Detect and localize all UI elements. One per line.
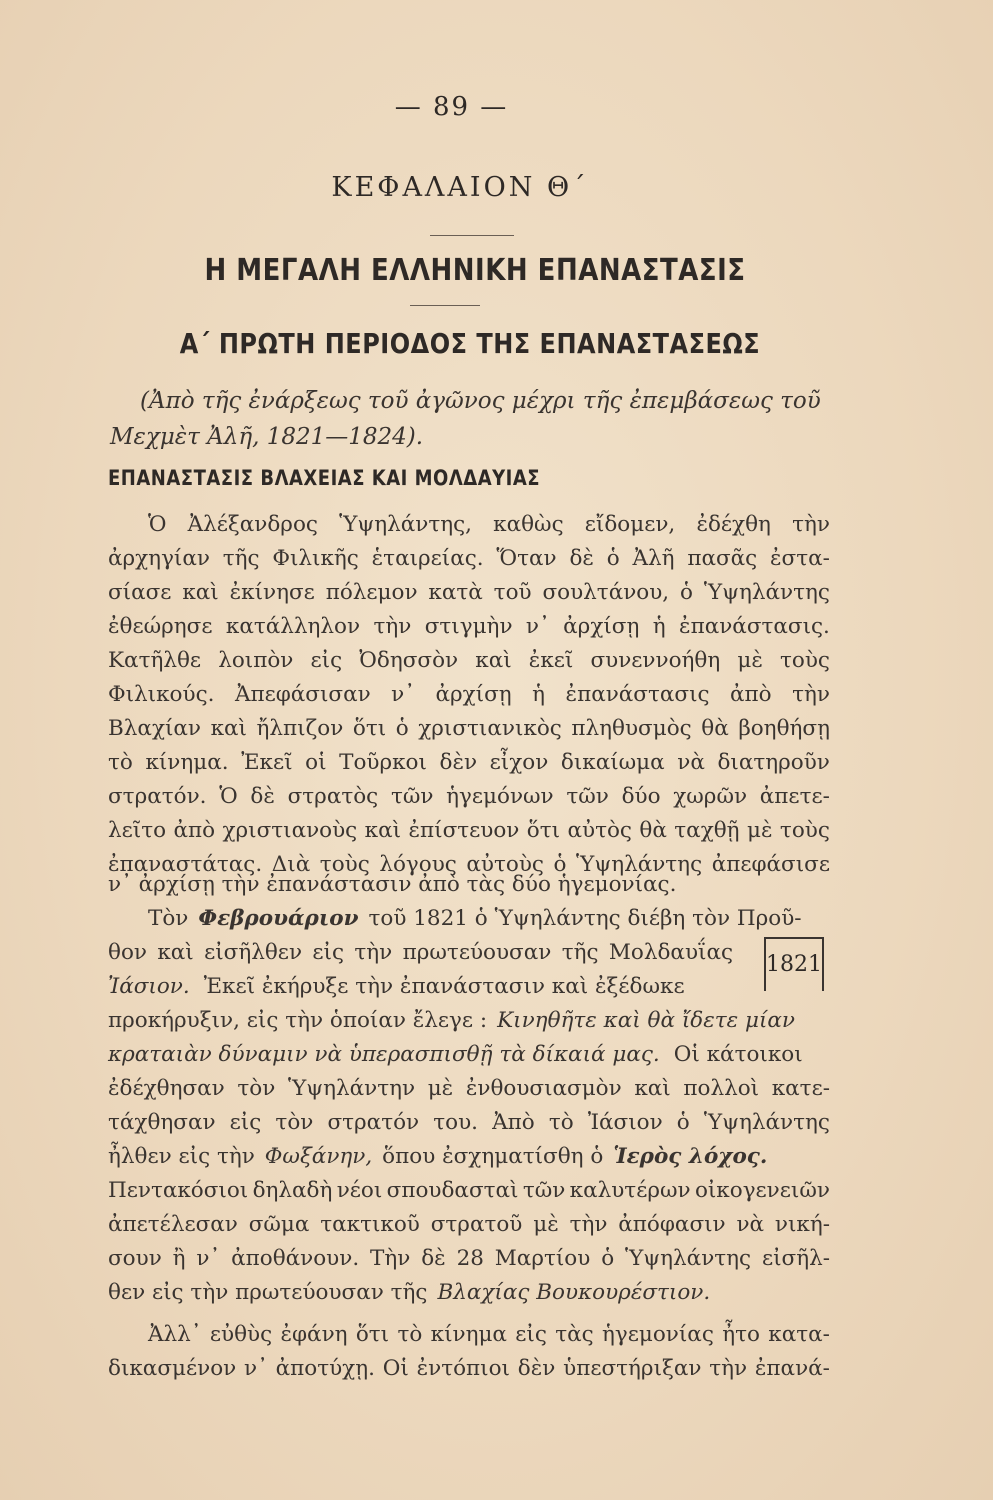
word: ν᾿ <box>244 1356 268 1381</box>
word: ἦτο <box>722 1322 760 1347</box>
word: ἐντόπιοι <box>416 1356 510 1381</box>
word: ἀπὸ <box>173 818 216 843</box>
text-span: ἦλθεν εἰς τὴν <box>108 1144 255 1169</box>
word: ὁ <box>601 1246 615 1271</box>
section-heading: ΕΠΑΝΑΣΤΑΣΙΣ ΒΛΑΧΕΙΑΣ ΚΑΙ ΜΟΛΔΑΥΙΑΣ <box>108 465 541 492</box>
word: Ἀλέξανδρος <box>187 512 318 537</box>
word: ἐνθουσιασμὸν <box>465 1076 622 1101</box>
text-line <box>148 1318 830 1352</box>
word: βοηθήσῃ <box>738 716 830 741</box>
word: Οἱ <box>382 1356 409 1381</box>
word: ἐφάνη <box>280 1322 348 1347</box>
word: δικασμένον <box>108 1356 237 1381</box>
text-span: ὅπου ἐσχηματίσθη ὁ <box>382 1144 604 1169</box>
word: τὸν <box>237 1076 276 1101</box>
word: οἱ <box>305 750 327 775</box>
word: Ἀπεφάσισαν <box>234 682 371 707</box>
text-line <box>148 902 830 936</box>
word: πασᾶς <box>687 546 758 571</box>
word: χριστιανικὸς <box>418 716 562 741</box>
word: του. <box>433 1110 478 1135</box>
word: τοῦ <box>493 580 532 605</box>
word: λοιπὸν <box>218 648 294 673</box>
emphasis-text: Φωξάνην, <box>264 1144 373 1169</box>
word: τὴν <box>569 1212 608 1237</box>
word: σουν <box>108 1246 162 1271</box>
word: Τοῦρκοι <box>339 750 427 775</box>
word: ἡγεμονίας <box>602 1322 714 1347</box>
word: θὰ <box>639 818 667 843</box>
text-span: Τὸν <box>148 906 189 931</box>
text-line <box>108 542 830 576</box>
word: Ὑψηλάντης <box>703 1110 830 1135</box>
word: Πεντακόσιοι <box>108 1178 249 1203</box>
text-line <box>108 780 830 814</box>
page-title: Η ΜΕΓΑΛΗ ΕΛΛΗΝΙΚΗ ΕΠΑΝΑΣΤΑΣΙΣ <box>204 253 746 289</box>
word: πολλοὶ <box>683 1076 760 1101</box>
word: ν᾿ <box>391 682 415 707</box>
word: δὲν <box>517 1356 556 1381</box>
word: τῆς <box>561 940 599 965</box>
word: χωρῶν <box>673 784 748 809</box>
word: Ὑψηλάντην <box>287 1076 416 1101</box>
word: σῶμα <box>248 1212 310 1237</box>
word: εἴδομεν, <box>584 512 676 537</box>
word: κατὰ <box>428 580 483 605</box>
text-line <box>108 814 830 848</box>
word: 28 <box>456 1246 484 1271</box>
word: τὴν <box>792 512 830 537</box>
text-line <box>108 936 733 970</box>
text-span: προκήρυξιν, εἰς τὴν ὁποίαν ἔλεγε : <box>108 1008 488 1033</box>
word: ἤλπιζον <box>256 716 344 741</box>
word: ἀρχηγίαν <box>108 546 210 571</box>
word: Ὁ <box>219 784 238 809</box>
word: σίασε <box>108 580 172 605</box>
word: ἀποτύχῃ. <box>275 1356 375 1381</box>
word: θον <box>108 940 147 965</box>
word: ἡ <box>652 614 666 639</box>
word: νική- <box>774 1212 830 1237</box>
word: Διὰ <box>271 852 311 877</box>
word: τὴν <box>792 682 830 707</box>
text-span: θεν εἰς τὴν πρωτεύουσαν τῆς <box>108 1280 428 1305</box>
subtitle-line: (Ἀπὸ τῆς ἐνάρξεως τοῦ ἀγῶνος μέχρι τῆς ἐπεμβάσεως τοῦ <box>140 388 821 414</box>
text-line <box>108 1242 830 1276</box>
word: Ὁ <box>148 512 167 537</box>
text-line <box>108 1038 830 1072</box>
word: μὲ <box>746 818 773 843</box>
word: πόλεμον <box>325 580 418 605</box>
word: οἰκογενειῶν <box>694 1178 830 1203</box>
text-line <box>108 1352 830 1386</box>
word: καὶ <box>364 818 402 843</box>
word: Ἀπὸ <box>492 1110 535 1135</box>
word: χριστιανοὺς <box>222 818 358 843</box>
word: δὲ <box>250 784 275 809</box>
word: τοὺς <box>319 852 370 877</box>
word: τὴν <box>354 940 393 965</box>
word: Μαρτίου <box>494 1246 591 1271</box>
word: ταχθῇ <box>674 818 740 843</box>
word: κατα- <box>768 1322 830 1347</box>
word: κίνημα <box>430 1322 507 1347</box>
word: Ἀλλ᾿ <box>148 1322 202 1347</box>
word: τοὺς <box>780 648 830 673</box>
word: ἐκίνησε <box>229 580 315 605</box>
divider-rule <box>410 305 480 306</box>
word: θὰ <box>701 716 729 741</box>
word: Φιλικῆς <box>272 546 359 571</box>
word: ἐπανάστασις <box>565 682 710 707</box>
word: μὲ <box>737 648 763 673</box>
word: ἡ <box>532 682 546 707</box>
word: Φιλικούς. <box>108 682 215 707</box>
emphasis-text: Φεβρουάριον <box>198 906 359 931</box>
word: εἰς <box>229 1110 262 1135</box>
text-line: ν᾿ ἀρχίσῃ τὴν ἐπανάστασιν ἀπὸ τὰς δύο ἡγεμονίας. <box>108 872 677 897</box>
word: Ὅταν <box>496 546 557 571</box>
word: ἢ <box>172 1246 186 1271</box>
word: ἑταιρείας. <box>371 546 484 571</box>
emphasis-text: Ἱερὸς λόχος. <box>613 1144 768 1169</box>
word: κίνημα. <box>145 750 229 775</box>
word: εὐθὺς <box>209 1322 273 1347</box>
word: Ἀλῆ <box>632 546 675 571</box>
word: ὁ <box>606 546 620 571</box>
word: ἀπετε- <box>759 784 830 809</box>
word: τάχθησαν <box>108 1110 216 1135</box>
word: ν᾿ <box>196 1246 221 1271</box>
text-span: τοῦ 1821 ὁ Ὑψηλάντης διέβη τὸν Προῦ- <box>368 906 802 931</box>
word: ἀπεφάσισε <box>711 852 830 877</box>
word: τακτικοῦ <box>320 1212 420 1237</box>
word: ὅτι <box>355 1322 390 1347</box>
word: αὐτοὺς <box>466 852 544 877</box>
word: καὶ <box>157 940 194 965</box>
word: καὶ <box>210 716 247 741</box>
word: ὅτι <box>526 818 561 843</box>
word: Μολδαυΐας <box>608 940 733 965</box>
word: ὑπεστήριξαν <box>563 1356 702 1381</box>
word: Ὑψηλάντης <box>576 852 703 877</box>
word: ἐπίστευον <box>408 818 520 843</box>
emphasis-text: Κινηθῆτε καὶ θὰ ἴδετε μίαν <box>497 1008 796 1033</box>
word: πληθυσμὸς <box>571 716 692 741</box>
text-line <box>108 712 830 746</box>
word: καὶ <box>634 1076 671 1101</box>
text-line <box>108 576 830 610</box>
word: Ἰάσιον <box>587 1110 663 1135</box>
word: ἐκεῖ <box>528 648 574 673</box>
divider-rule <box>430 235 514 236</box>
word: στρατὸς <box>287 784 379 809</box>
emphasis-text: κραταιὰν δύναμιν νὰ ὑπερασπισθῇ τὰ δίκαιά μας. <box>108 1042 660 1067</box>
word: εἰς <box>312 940 345 965</box>
word: μὲ <box>427 1076 454 1101</box>
word: σουλτάνου, <box>542 580 670 605</box>
text-line <box>108 610 830 644</box>
word: δύο <box>621 784 661 809</box>
word: καλυτέρων <box>569 1178 691 1203</box>
word: νὰ <box>677 750 705 775</box>
word: κατάλληλον <box>225 614 361 639</box>
word: ὁ <box>395 716 409 741</box>
word: εἰς <box>310 648 343 673</box>
word: εἶχον <box>489 750 549 775</box>
word: καὶ <box>182 580 219 605</box>
word: ὅτι <box>352 716 387 741</box>
section-title: Α΄ ΠΡΩΤΗ ΠΕΡΙΟΔΟΣ ΤΗΣ ΕΠΑΝΑΣΤΑΣΕΩΣ <box>179 327 761 361</box>
word: ἡγεμόνων <box>446 784 554 809</box>
word: στρατόν <box>327 1110 420 1135</box>
word: τὸ <box>397 1322 423 1347</box>
word: εἰσῆλθεν <box>204 940 303 965</box>
word: Τὴν <box>370 1246 411 1271</box>
word: Ὀδησσὸν <box>359 648 459 673</box>
subtitle-line: Μεχμὲτ Ἀλῆ, 1821—1824). <box>110 424 424 450</box>
word: ν᾿ <box>525 614 550 639</box>
word: τὰς <box>555 1322 594 1347</box>
word: ἀπόφασιν <box>618 1212 726 1237</box>
word: διατηροῦν <box>717 750 830 775</box>
word: καὶ <box>475 648 512 673</box>
word: τῆς <box>222 546 260 571</box>
word: στρατοῦ <box>430 1212 523 1237</box>
text-line <box>108 746 830 780</box>
word: Ὑψηλάντης <box>703 580 830 605</box>
word: ἀρχίσῃ <box>563 614 640 639</box>
chapter-heading: ΚΕΦΑΛΑΙΟΝ Θ΄ <box>331 172 589 203</box>
text-line <box>148 508 830 542</box>
word: λεῖτο <box>108 818 167 843</box>
word: ἐθεώρησε <box>108 614 213 639</box>
text-line <box>108 1208 830 1242</box>
word: τῶν <box>390 784 434 809</box>
word: καθὼς <box>493 512 564 537</box>
word: λόγους <box>379 852 457 877</box>
word: τὴν <box>709 1356 748 1381</box>
word: ἐδέχθη <box>696 512 771 537</box>
word: τὸν <box>275 1110 314 1135</box>
word: τῶν <box>566 784 609 809</box>
word: Βλαχίαν <box>108 716 201 741</box>
text-span: Ἐκεῖ ἐκήρυξε τὴν ἐπανάστασιν καὶ ἐξέδωκε <box>203 974 685 999</box>
word: συνεννοήθη <box>590 648 721 673</box>
word: μὲ <box>533 1212 559 1237</box>
page-number: — 89 — <box>394 92 509 122</box>
word: ἐπανά- <box>754 1356 830 1381</box>
word: ἐδέχθησαν <box>108 1076 225 1101</box>
word: ἐστα- <box>770 546 830 571</box>
word: ἀπετέλεσαν <box>108 1212 238 1237</box>
word: δὲν <box>439 750 478 775</box>
word: στιγμὴν <box>424 614 513 639</box>
text-line <box>108 678 830 712</box>
emphasis-text: Βλαχίας Βουκουρέστιον. <box>437 1280 711 1305</box>
text-line <box>108 644 830 678</box>
text-line <box>108 970 733 1004</box>
word: Ὑψηλάντης <box>625 1246 752 1271</box>
word: τὸ <box>548 1110 574 1135</box>
text-span: Οἱ κάτοικοι <box>673 1042 803 1067</box>
word: εἰσῆλ- <box>761 1246 830 1271</box>
word: αὐτὸς <box>567 818 632 843</box>
word: νὰ <box>736 1212 765 1237</box>
text-line <box>108 1174 830 1208</box>
word: ἀρχίσῃ <box>435 682 512 707</box>
word: κατε- <box>771 1076 830 1101</box>
text-line <box>108 1072 830 1106</box>
word: Ἐκεῖ <box>241 750 293 775</box>
word: ἐπαναστάτας. <box>108 852 263 877</box>
word: σπουδασταὶ <box>386 1178 519 1203</box>
word: ἀποθάνουν. <box>231 1246 360 1271</box>
word: εἰς <box>515 1322 547 1347</box>
word: ὁ <box>676 1110 690 1135</box>
word: Ὑψηλάντης, <box>339 512 472 537</box>
word: τοὺς <box>779 818 830 843</box>
word: ὁ <box>553 852 567 877</box>
word: δὲ <box>421 1246 446 1271</box>
text-line <box>108 1004 830 1038</box>
word: δηλαδὴ <box>252 1178 333 1203</box>
margin-year-note: 1821 <box>764 937 824 991</box>
word: στρατόν. <box>108 784 207 809</box>
text-line <box>108 1106 830 1140</box>
word: τὸ <box>108 750 133 775</box>
text-line <box>108 1276 830 1310</box>
emphasis-text: Ἰάσιον. <box>108 974 190 999</box>
word: νέοι <box>336 1178 383 1203</box>
word: δὲ <box>569 546 594 571</box>
word: Κατῆλθε <box>108 648 202 673</box>
word: ἀπὸ <box>730 682 772 707</box>
word: τὴν <box>373 614 412 639</box>
text-line <box>108 1140 830 1174</box>
word: ὁ <box>680 580 693 605</box>
word: τῶν <box>522 1178 566 1203</box>
word: δικαίωμα <box>560 750 665 775</box>
word: πρωτεύουσαν <box>402 940 552 965</box>
word: ἐπανάστασις. <box>679 614 830 639</box>
